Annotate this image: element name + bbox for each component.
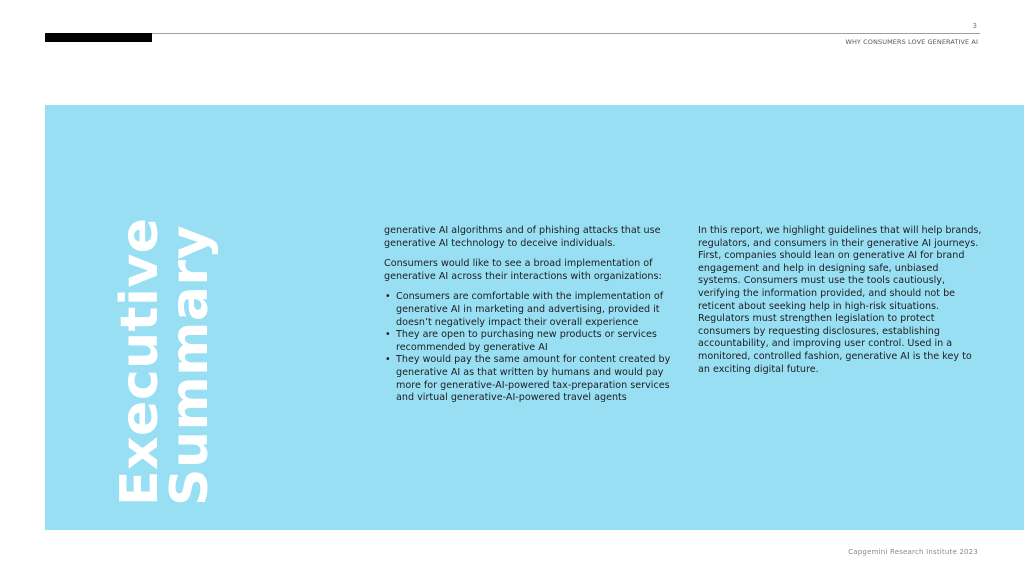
bullet-item-1: • Consumers are comfortable with the implementation of generative AI in marketing and advertising, provided it doesn’t negatively impact their overall experience [384,291,674,329]
right-column [698,225,983,384]
left-column [384,225,674,405]
footer-credit: Capgemini Research Institute 2023 [848,548,978,556]
running-title: WHY CONSUMERS LOVE GENERATIVE AI [845,38,978,46]
page-number: 3 [972,22,977,30]
bullet-item-3: • They would pay the same amount for content created by generative AI as that written by humans and would pay more for generative-AI-powered tax-preparation services and virtual generative-AI-powered travel agents [384,354,674,404]
right-paragraph-1: In this report, we highlight guidelines that will help brands, regulators, and consumers in their generative AI journeys. First, companies should lean on generative AI for brand engagement and help in designing safe, unbiased systems. Consumers must use the tools cautiously, verifying the information provided, and should not be reticent about seeking help in high-risk situations. Regulators must strengthen legislation to protect consumers by requesting disclosures, establishing accountability, and improving user control. Used in a monitored, controlled fashion, generative AI is the key to an exciting digital future. [698,225,982,375]
left-paragraph-1: generative AI algorithms and of phishing attacks that use generative AI technology to deceive individuals. [384,225,661,249]
bullet-list [384,291,674,404]
header-accent-bar [45,33,152,42]
section-title [45,105,220,530]
section-title-text [110,217,220,506]
left-paragraph-2: Consumers would like to see a broad implementation of generative AI across their interactions with organizations: [384,258,662,282]
section-title-line-2: Summary [160,225,220,506]
section-title-line-1: Executive [110,217,170,506]
header-rule [45,33,980,34]
bullet-item-2: • They are open to purchasing new products or services recommended by generative AI [384,329,674,354]
